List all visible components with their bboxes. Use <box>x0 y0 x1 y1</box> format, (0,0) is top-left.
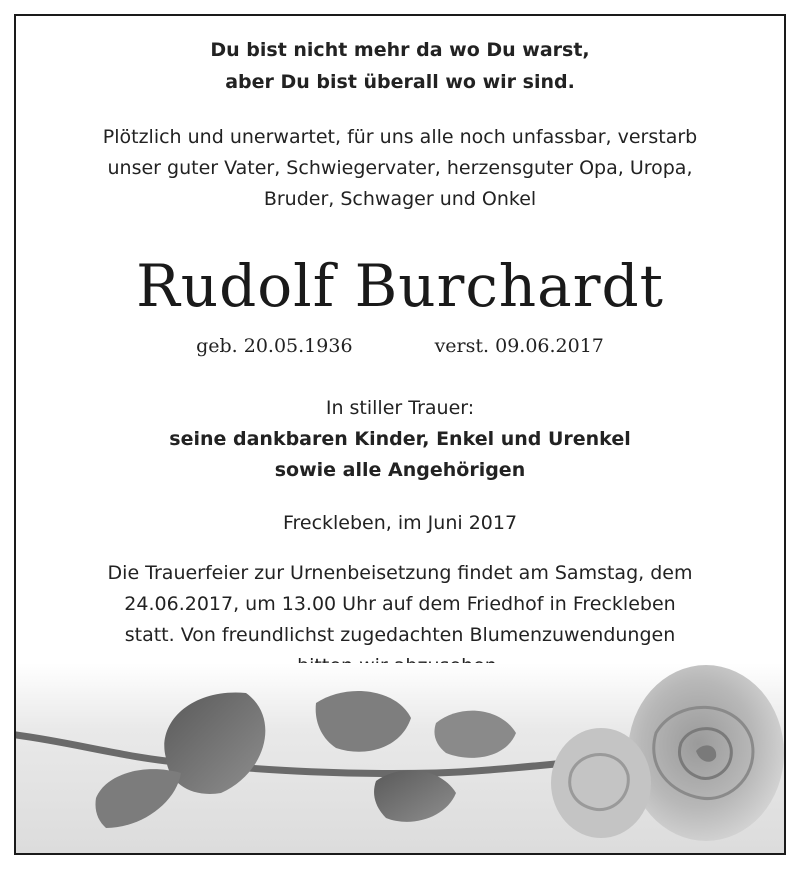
deceased-name: Rudolf Burchardt <box>136 252 664 320</box>
life-dates <box>16 332 784 360</box>
announcement-text <box>46 122 754 215</box>
rose-illustration <box>16 663 784 853</box>
announcement-line: Plötzlich und unerwartet, für uns alle noch unfassbar, verstarb <box>102 126 698 148</box>
announcement-line: unser guter Vater, Schwiegervater, herzensguter Opa, Uropa, <box>107 157 693 179</box>
rose-bud <box>551 728 651 838</box>
mourners-line: sowie alle Angehörigen <box>274 459 526 481</box>
service-line: statt. Von freundlichst zugedachten Blumenzuwendungen <box>124 624 676 646</box>
place-and-date: Freckleben, im Juni 2017 <box>282 512 518 534</box>
mourners-intro: In stiller Trauer: <box>325 397 475 419</box>
birth-date: geb. 20.05.1936 <box>196 335 353 357</box>
motto-line: Du bist nicht mehr da wo Du warst, <box>210 39 590 61</box>
mourners-block <box>16 393 784 486</box>
death-date: verst. 09.06.2017 <box>434 335 604 357</box>
motto-quote <box>16 34 784 98</box>
announcement-line: Bruder, Schwager und Onkel <box>263 188 537 210</box>
obituary-frame <box>14 14 786 855</box>
service-line: Die Trauerfeier zur Urnenbeisetzung findet am Samstag, dem <box>107 562 693 584</box>
service-line: 24.06.2017, um 13.00 Uhr auf dem Friedhof in Freckleben <box>124 593 676 615</box>
motto-line: aber Du bist überall wo wir sind. <box>225 71 575 93</box>
mourners-line: seine dankbaren Kinder, Enkel und Urenkel <box>169 428 631 450</box>
